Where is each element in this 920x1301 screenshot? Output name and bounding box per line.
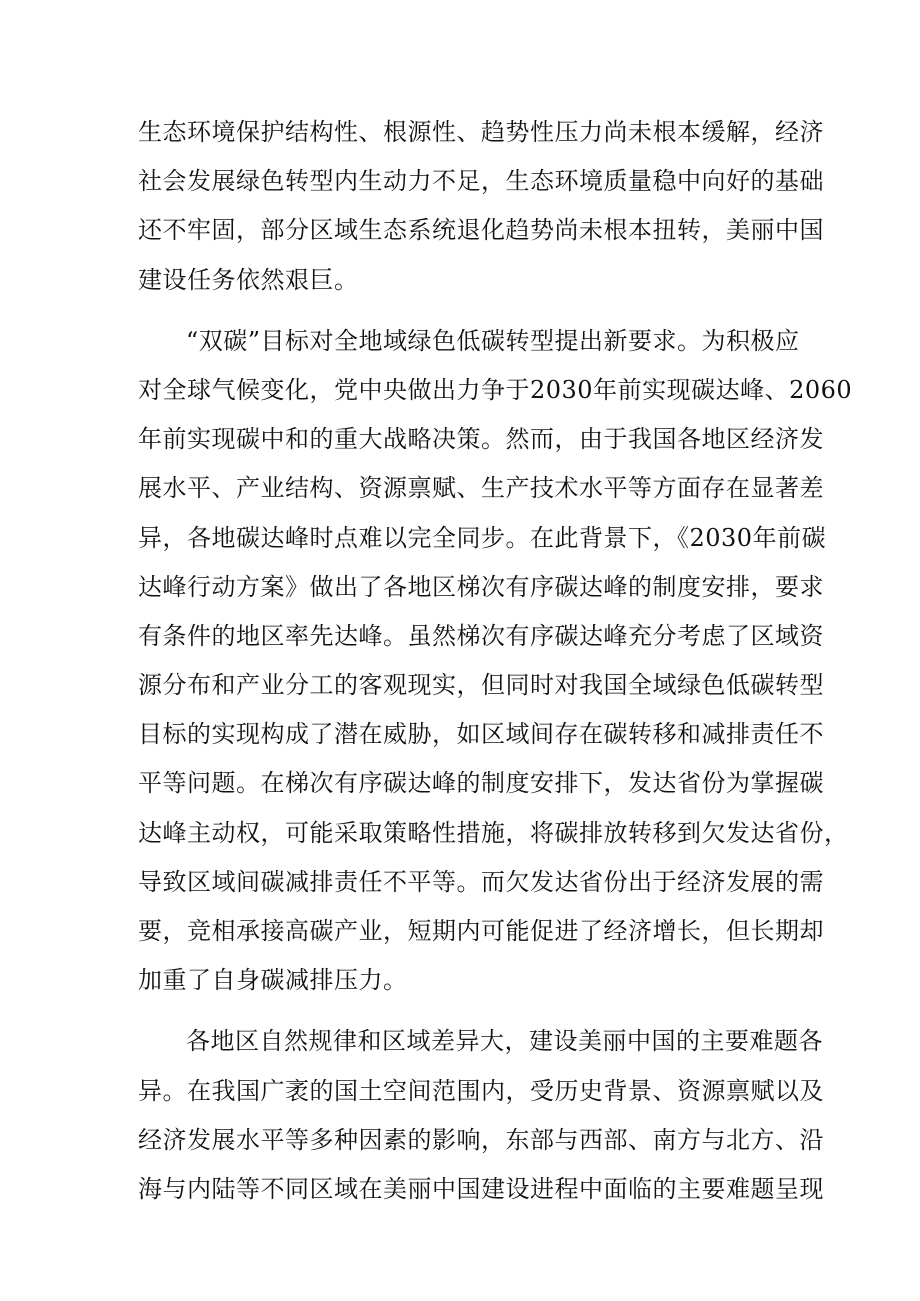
paragraph-1 — [138, 108, 824, 305]
text-line: 导致区域间碳减排责任不平等。而欠发达省份出于经济发展的需 — [138, 867, 824, 896]
text-line: 有条件的地区率先达峰。虽然梯次有序碳达峰充分考虑了区域资 — [138, 621, 824, 650]
text-line: 展水平、产业结构、资源禀赋、生产技术水平等方面存在显著差 — [138, 474, 824, 503]
text-line: 各地区自然规律和区域差异大，建设美丽中国的主要难题各 — [186, 1027, 823, 1056]
text-line: 生态环境保护结构性、根源性、趋势性压力尚未根本缓解，经济 — [138, 118, 824, 146]
paragraph-2 — [138, 317, 853, 1006]
text-line: 平等问题。在梯次有序碳达峰的制度安排下，发达省份为掌握碳 — [138, 769, 824, 798]
text-line: 加重了自身碳减排压力。 — [138, 966, 408, 995]
text-line: 目标的实现构成了潜在威胁，如区域间存在碳转移和减排责任不 — [138, 720, 824, 749]
text-line: 社会发展绿色转型内生动力不足，生态环境质量稳中向好的基础 — [138, 167, 824, 196]
text-line: 要，竞相承接高碳产业，短期内可能促进了经济增长，但长期却 — [138, 917, 824, 945]
text-line: “双碳”目标对全地域绿色低碳转型提出新要求。为积极应 — [186, 326, 800, 355]
text-line: 海与内陆等不同区域在美丽中国建设进程中面临的主要难题呈现 — [138, 1174, 824, 1203]
text-line: 建设任务依然艰巨。 — [138, 265, 359, 294]
text-line: 达峰主动权，可能采取策略性措施，将碳排放转移到欠发达省份， — [138, 818, 849, 847]
text-line: 经济发展水平等多种因素的影响，东部与西部、南方与北方、沿 — [138, 1125, 824, 1154]
paragraph-3 — [138, 1017, 824, 1214]
text-line: 源分布和产业分工的客观现实，但同时对我国全域绿色低碳转型 — [138, 671, 824, 700]
text-line: 达峰行动方案》做出了各地区梯次有序碳达峰的制度安排，要求 — [138, 572, 824, 601]
text-line: 异。在我国广袤的国土空间范围内，受历史背景、资源禀赋以及 — [138, 1076, 824, 1105]
text-line: 异，各地碳达峰时点难以完全同步。在此背景下，《2030年前碳 — [138, 523, 827, 552]
body-text — [138, 108, 853, 1214]
text-line: 还不牢固，部分区域生态系统退化趋势尚未根本扭转，美丽中国 — [138, 216, 824, 245]
text-line: 年前实现碳中和的重大战略决策。然而，由于我国各地区经济发 — [138, 425, 824, 454]
text-line: 对全球气候变化，党中央做出力争于2030年前实现碳达峰、2060 — [138, 375, 853, 404]
